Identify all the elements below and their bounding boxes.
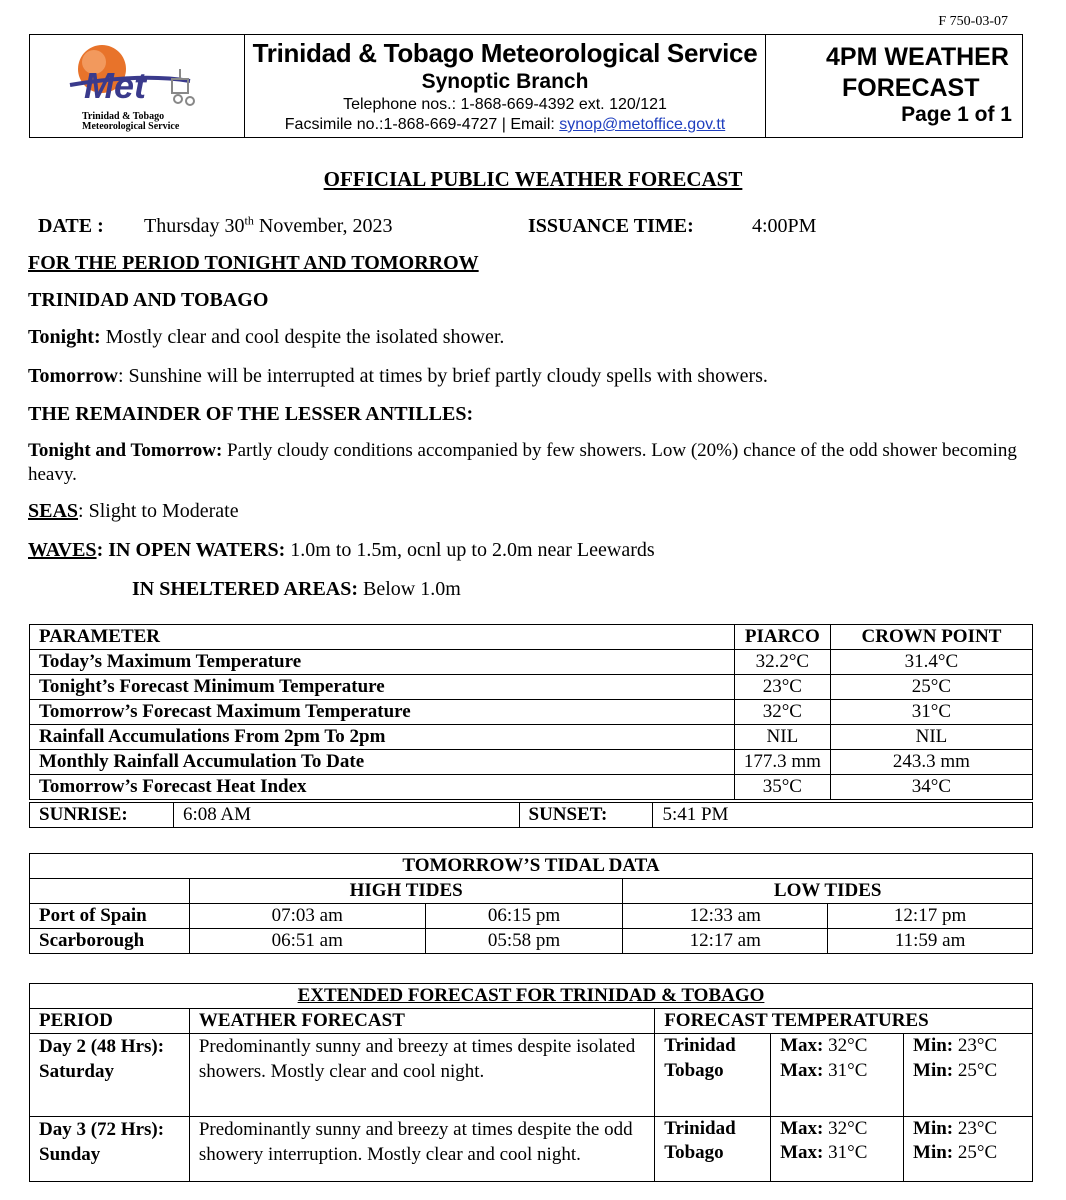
param-name: Rainfall Accumulations From 2pm To 2pm <box>30 725 735 750</box>
max-value: 32°C <box>823 1035 868 1056</box>
param-name: Tonight’s Forecast Minimum Temperature <box>30 675 735 700</box>
min-label: Min: <box>913 1059 954 1081</box>
param-piarco: 35°C <box>734 775 830 800</box>
tide-high-2: 05:58 pm <box>425 929 623 954</box>
temp-max-trinidad <box>771 1117 904 1142</box>
param-piarco: 177.3 mm <box>734 750 830 775</box>
param-crown-point: NIL <box>830 725 1032 750</box>
issuance-label: ISSUANCE TIME: <box>528 215 694 237</box>
parameters-header-row <box>30 625 1033 650</box>
antilles-text: Partly cloudy conditions accompanied by few showers. Low (20%) chance of the odd shower becoming heavy. <box>28 440 1017 485</box>
temp-location-tobago: Tobago <box>655 1141 771 1182</box>
col-period: PERIOD <box>30 1009 190 1034</box>
tide-high-1: 07:03 am <box>189 904 425 929</box>
date-pre: Thursday 30 <box>144 215 245 237</box>
waves-line <box>28 539 655 562</box>
temp-min-trinidad <box>904 1034 1033 1059</box>
temp-max-trinidad <box>771 1034 904 1059</box>
tides-title-row <box>30 854 1033 879</box>
parameters-table <box>29 624 1033 800</box>
min-value: 25°C <box>953 1142 998 1163</box>
page-number: Page 1 of 1 <box>901 103 1012 126</box>
org-branch: Synoptic Branch <box>421 70 589 93</box>
param-name: Monthly Rainfall Accumulation To Date <box>30 750 735 775</box>
temp-location-trinidad: Trinidad <box>655 1034 771 1059</box>
max-label: Max: <box>780 1142 824 1163</box>
min-value: 23°C <box>953 1035 998 1056</box>
header-piarco: PIARCO <box>734 625 830 650</box>
param-crown-point: 31.4°C <box>830 650 1032 675</box>
temp-min-tobago <box>904 1059 1033 1117</box>
param-row <box>30 750 1033 775</box>
seas-text: : Slight to Moderate <box>78 500 239 522</box>
date-value <box>144 215 393 238</box>
waves-label: WAVES <box>28 539 97 561</box>
param-piarco: 23°C <box>734 675 830 700</box>
param-row <box>30 650 1033 675</box>
document-title: OFFICIAL PUBLIC WEATHER FORECAST <box>323 167 743 191</box>
sheltered-text: Below 1.0m <box>358 578 461 600</box>
issuance-time: 4:00PM <box>752 215 817 237</box>
max-value: 32°C <box>823 1118 868 1139</box>
param-crown-point: 34°C <box>830 775 1032 800</box>
temp-location-trinidad: Trinidad <box>655 1117 771 1142</box>
param-crown-point: 25°C <box>830 675 1032 700</box>
tide-location: Scarborough <box>30 929 190 954</box>
forecast-title-line-2: FORECAST <box>842 74 980 102</box>
forecast-title <box>826 42 1009 104</box>
tomorrow-label: Tomorrow <box>28 365 118 387</box>
tonight-line <box>28 326 504 349</box>
date-label: DATE : <box>38 215 104 237</box>
high-tides-label: HIGH TIDES <box>189 879 622 904</box>
extended-day-row <box>30 1117 1033 1142</box>
min-label: Min: <box>913 1035 954 1056</box>
max-value: 31°C <box>823 1059 868 1081</box>
sheltered-label: IN SHELTERED AREAS: <box>132 578 359 600</box>
tides-title: TOMORROW’S TIDAL DATA <box>30 854 1033 879</box>
param-piarco: NIL <box>734 725 830 750</box>
param-row <box>30 775 1033 800</box>
min-value: 23°C <box>953 1118 998 1139</box>
tides-table <box>29 853 1033 954</box>
open-waters-text: 1.0m to 1.5m, ocnl up to 2.0m near Leewards <box>285 539 655 561</box>
temp-max-tobago <box>771 1059 904 1117</box>
header-parameter: PARAMETER <box>30 625 735 650</box>
tt-heading: TRINIDAD AND TOBAGO <box>28 289 269 311</box>
antilles-heading: THE REMAINDER OF THE LESSER ANTILLES: <box>28 403 474 425</box>
logo-cell <box>30 35 245 138</box>
sunset-value: 5:41 PM <box>653 803 1033 828</box>
antilles-paragraph <box>28 439 1018 487</box>
tide-low-2: 12:17 pm <box>828 904 1033 929</box>
logo-caption-2: Meteorological Service <box>82 121 180 132</box>
param-name: Tomorrow’s Forecast Maximum Temperature <box>30 700 735 725</box>
param-name: Tomorrow’s Forecast Heat Index <box>30 775 735 800</box>
sunrise-label: SUNRISE: <box>30 803 174 828</box>
open-waters-label: : IN OPEN WATERS: <box>96 539 286 561</box>
tide-location: Port of Spain <box>30 904 190 929</box>
param-piarco: 32.2°C <box>734 650 830 675</box>
min-label: Min: <box>913 1142 954 1163</box>
temp-location-tobago: Tobago <box>655 1059 771 1117</box>
param-name: Today’s Maximum Temperature <box>30 650 735 675</box>
header-crown-point: CROWN POINT <box>830 625 1032 650</box>
max-value: 31°C <box>823 1142 868 1163</box>
col-weather-forecast: WEATHER FORECAST <box>189 1009 654 1034</box>
param-piarco: 32°C <box>734 700 830 725</box>
forecast-title-cell <box>766 35 1023 138</box>
logo-caption-1: Trinidad & Tobago <box>82 111 165 122</box>
sunset-label: SUNSET: <box>519 803 653 828</box>
min-value: 25°C <box>953 1059 998 1081</box>
day-forecast: Predominantly sunny and breezy at times despite the odd showery interruption. Mostly clear and cool night. <box>189 1117 654 1182</box>
seas-label: SEAS <box>28 500 79 522</box>
param-row <box>30 700 1033 725</box>
period-heading: FOR THE PERIOD TONIGHT AND TOMORROW <box>28 252 479 274</box>
max-label: Max: <box>780 1059 824 1081</box>
letterhead <box>29 34 1023 138</box>
tide-low-1: 12:33 am <box>623 904 828 929</box>
param-crown-point: 31°C <box>830 700 1032 725</box>
tide-row <box>30 904 1033 929</box>
logo-text: Met <box>84 65 146 106</box>
temp-min-trinidad <box>904 1117 1033 1142</box>
temp-min-tobago <box>904 1141 1033 1182</box>
sheltered-line <box>132 578 461 601</box>
sun-row <box>30 803 1033 828</box>
temp-max-tobago <box>771 1141 904 1182</box>
max-label: Max: <box>780 1035 824 1056</box>
antilles-label: Tonight and Tomorrow: <box>28 440 223 461</box>
param-row <box>30 725 1033 750</box>
form-code: F 750-03-07 <box>938 14 1008 29</box>
seas-line <box>28 500 239 523</box>
org-fax-email <box>245 116 765 134</box>
col-forecast-temperatures: FORECAST TEMPERATURES <box>655 1009 1033 1034</box>
date-sup: th <box>244 213 254 228</box>
org-telephone: Telephone nos.: 1-868-669-4392 ext. 120/121 <box>343 96 667 113</box>
forecast-title-line-1: 4PM WEATHER <box>826 43 1009 71</box>
tide-low-2: 11:59 am <box>828 929 1033 954</box>
extended-day-row <box>30 1034 1033 1059</box>
sunrise-value: 6:08 AM <box>173 803 519 828</box>
tide-high-2: 06:15 pm <box>425 904 623 929</box>
extended-forecast-table <box>29 983 1033 1182</box>
day-period: Day 3 (72 Hrs): Sunday <box>30 1117 190 1182</box>
tides-blank <box>30 879 190 904</box>
tide-high-1: 06:51 am <box>189 929 425 954</box>
extended-title: EXTENDED FORECAST FOR TRINIDAD & TOBAGO <box>30 984 1033 1009</box>
extended-title-row <box>30 984 1033 1009</box>
tonight-label: Tonight: <box>28 326 101 348</box>
param-row <box>30 675 1033 700</box>
low-tides-label: LOW TIDES <box>623 879 1033 904</box>
tonight-text: Mostly clear and cool despite the isolated shower. <box>100 326 505 348</box>
email-link[interactable]: synop@metoffice.gov.tt <box>559 116 726 133</box>
organisation-cell <box>245 35 766 138</box>
sun-times-table <box>29 802 1033 828</box>
day-period: Day 2 (48 Hrs): Saturday <box>30 1034 190 1117</box>
extended-header-row <box>30 1009 1033 1034</box>
org-name: Trinidad & Tobago Meteorological Service <box>252 38 758 68</box>
tides-subheader-row <box>30 879 1033 904</box>
date-post: November, 2023 <box>253 215 393 237</box>
fax-text: Facsimile no.:1-868-669-4727 | Email: <box>284 116 560 133</box>
tomorrow-text: : Sunshine will be interrupted at times by brief partly cloudy spells with showers. <box>118 365 768 387</box>
min-label: Min: <box>913 1118 954 1139</box>
param-crown-point: 243.3 mm <box>830 750 1032 775</box>
tide-row <box>30 929 1033 954</box>
max-label: Max: <box>780 1118 824 1139</box>
tomorrow-line <box>28 365 768 388</box>
tide-low-1: 12:17 am <box>623 929 828 954</box>
day-forecast: Predominantly sunny and breezy at times despite isolated showers. Mostly clear and cool night. <box>189 1034 654 1117</box>
